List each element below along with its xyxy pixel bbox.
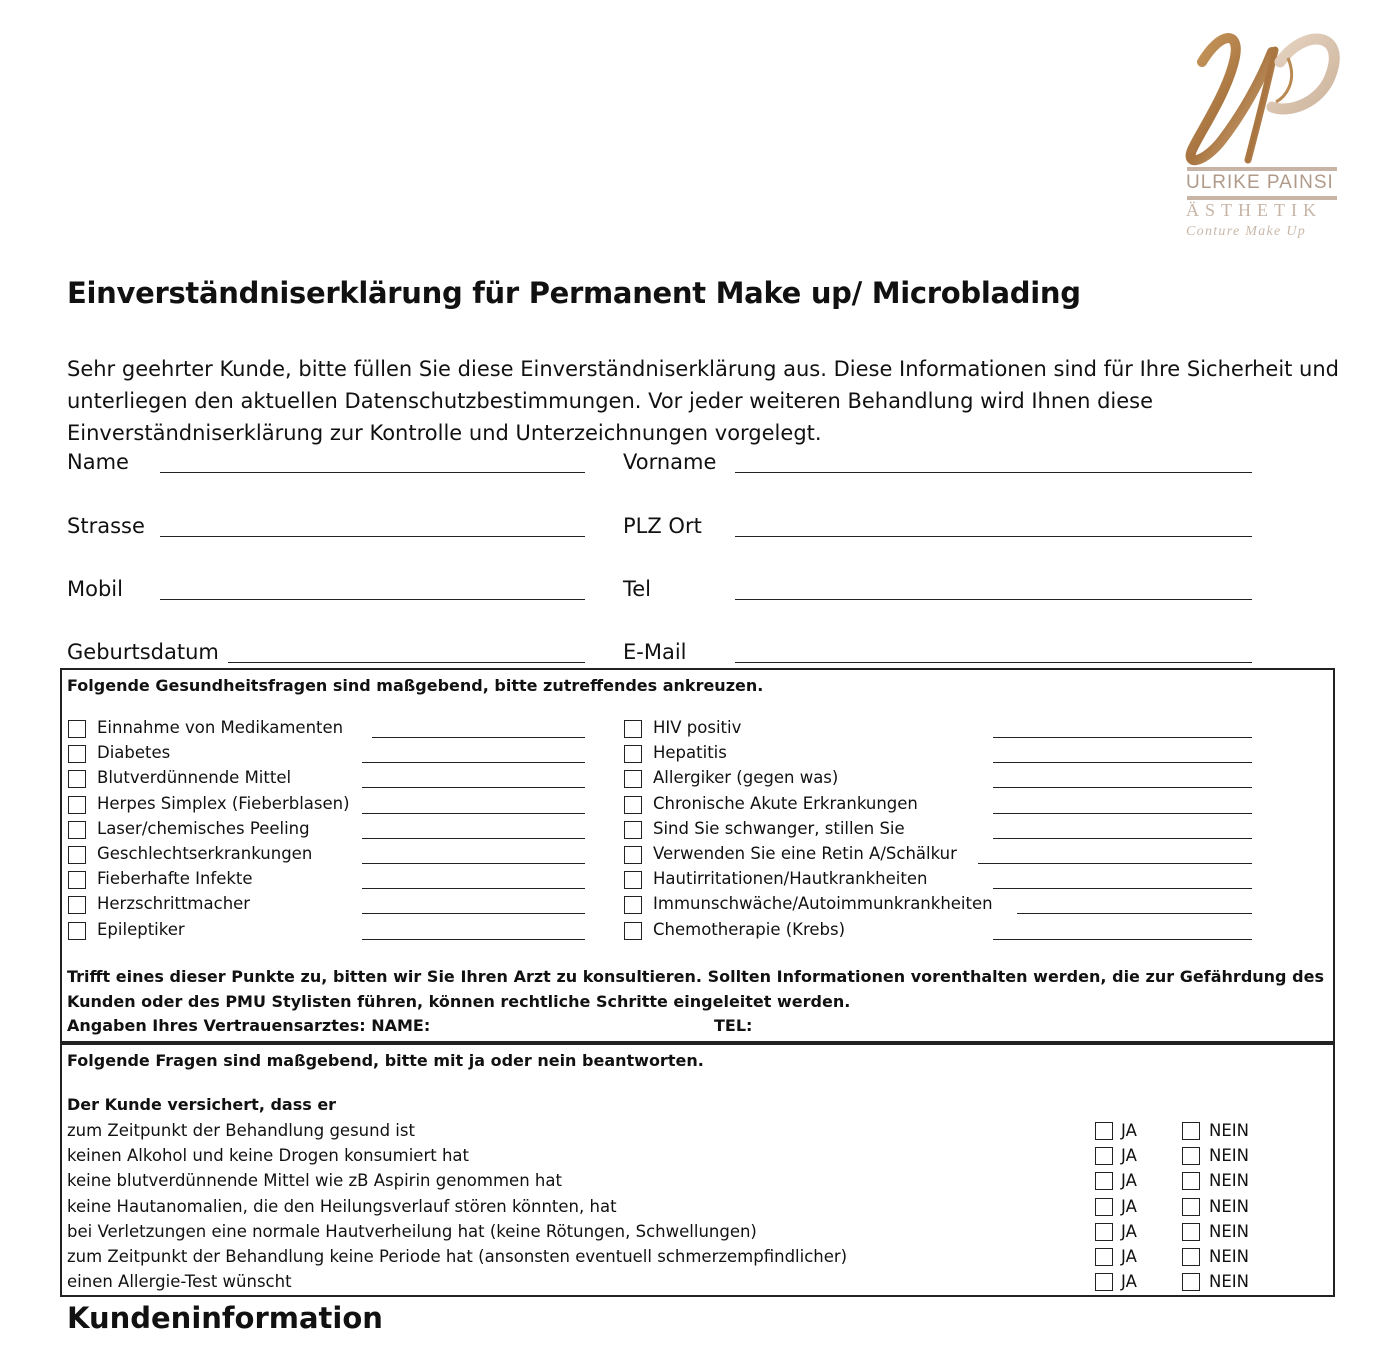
health-left-note-field[interactable] xyxy=(362,813,585,814)
health-left-note-field[interactable] xyxy=(362,913,585,914)
health-left-checkbox[interactable] xyxy=(68,821,86,839)
health-right-label: Hepatitis xyxy=(653,743,727,763)
health-right-label: Verwenden Sie eine Retin A/Schälkur xyxy=(653,844,957,863)
yes-checkbox[interactable] xyxy=(1095,1273,1113,1291)
health-left-label: Epileptiker xyxy=(97,919,185,939)
yes-checkbox[interactable] xyxy=(1095,1198,1113,1216)
logo-bar-top xyxy=(1187,167,1337,171)
name-field[interactable] xyxy=(160,472,585,473)
geburtsdatum-field[interactable] xyxy=(228,662,585,663)
strasse-label: Strasse xyxy=(67,514,145,538)
vorname-label: Vorname xyxy=(623,450,717,474)
mobil-label: Mobil xyxy=(67,577,123,601)
logo-name: ULRIKE PAINSI xyxy=(1186,172,1334,193)
health-right-note-field[interactable] xyxy=(993,838,1252,839)
health-left-note-field[interactable] xyxy=(362,863,585,864)
health-left-checkbox[interactable] xyxy=(68,922,86,940)
yes-label: JA xyxy=(1121,1196,1137,1216)
health-right-note-field[interactable] xyxy=(1017,913,1252,914)
yes-label: JA xyxy=(1121,1272,1137,1292)
yes-label: JA xyxy=(1121,1121,1137,1140)
yes-checkbox[interactable] xyxy=(1095,1223,1113,1241)
no-checkbox[interactable] xyxy=(1182,1147,1200,1165)
no-checkbox[interactable] xyxy=(1182,1122,1200,1140)
health-left-label: Geschlechtserkrankungen xyxy=(97,844,313,863)
health-left-note-field[interactable] xyxy=(362,838,585,839)
yes-no-heading: Folgende Fragen sind maßgebend, bitte mit ja oder nein beantworten. xyxy=(67,1051,704,1070)
health-right-checkbox[interactable] xyxy=(624,871,642,889)
health-right-label: Hautirritationen/Hautkrankheiten xyxy=(653,869,928,889)
yes-label: JA xyxy=(1121,1221,1137,1241)
yes-no-question: keine blutverdünnende Mittel wie zB Aspirin genommen hat xyxy=(67,1171,562,1191)
yes-no-intro: Der Kunde versichert, dass er xyxy=(67,1095,337,1114)
health-left-checkbox[interactable] xyxy=(68,720,86,738)
yes-label: JA xyxy=(1121,1171,1137,1191)
yes-no-question: einen Allergie-Test wünscht xyxy=(67,1272,292,1292)
no-checkbox[interactable] xyxy=(1182,1248,1200,1266)
plz-ort-field[interactable] xyxy=(735,536,1252,537)
health-right-note-field[interactable] xyxy=(993,737,1252,738)
health-left-label: Herzschrittmacher xyxy=(97,894,251,914)
health-right-checkbox[interactable] xyxy=(624,745,642,763)
health-left-note-field[interactable] xyxy=(362,939,585,940)
vorname-field[interactable] xyxy=(735,472,1252,473)
geburtsdatum-label: Geburtsdatum xyxy=(67,640,219,664)
mobil-field[interactable] xyxy=(160,599,585,600)
yes-no-question: zum Zeitpunkt der Behandlung keine Periode hat (ansonsten eventuell schmerzempfindlicher) xyxy=(67,1247,848,1266)
doctor-tel-label: TEL: xyxy=(714,1016,753,1035)
health-right-label: Chemotherapie (Krebs) xyxy=(653,919,846,939)
health-left-checkbox[interactable] xyxy=(68,796,86,814)
yes-label: JA xyxy=(1121,1146,1137,1166)
strasse-field[interactable] xyxy=(160,536,585,537)
no-checkbox[interactable] xyxy=(1182,1198,1200,1216)
health-right-note-field[interactable] xyxy=(993,888,1252,889)
email-field[interactable] xyxy=(735,662,1252,663)
health-right-label: Immunschwäche/Autoimmunkrankheiten xyxy=(653,894,993,914)
health-heading: Folgende Gesundheitsfragen sind maßgebend, bitte zutreffendes ankreuzen. xyxy=(67,676,764,695)
no-checkbox[interactable] xyxy=(1182,1273,1200,1291)
health-left-label: Diabetes xyxy=(97,743,171,763)
no-label: NEIN xyxy=(1209,1272,1249,1292)
health-right-label: Sind Sie schwanger, stillen Sie xyxy=(653,818,905,838)
health-right-note-field[interactable] xyxy=(978,863,1252,864)
logo-tagline: Conture Make Up xyxy=(1186,224,1307,239)
health-right-checkbox[interactable] xyxy=(624,821,642,839)
intro-text: Sehr geehrter Kunde, bitte füllen Sie diese Einverständniserklärung aus. Diese Informationen sind für Ihre Sicherheit und unterliegen den aktuellen Datenschutzbestimmungen. Vor jeder weiteren Behandlung wird Ihnen diese Einverständniserklärung zur Kontrolle und Unterzeichnungen vorgelegt. xyxy=(67,357,1340,445)
no-label: NEIN xyxy=(1209,1121,1249,1140)
logo-subtitle: ÄSTHETIK xyxy=(1186,200,1322,220)
health-left-checkbox[interactable] xyxy=(68,896,86,914)
yes-label: JA xyxy=(1121,1247,1137,1266)
tel-field[interactable] xyxy=(735,599,1252,600)
yes-no-question: keinen Alkohol und keine Drogen konsumiert hat xyxy=(67,1146,469,1166)
health-right-checkbox[interactable] xyxy=(624,846,642,864)
doctor-name-label: Angaben Ihres Vertrauensarztes: NAME: xyxy=(67,1016,431,1035)
yes-no-question: zum Zeitpunkt der Behandlung gesund ist xyxy=(67,1121,415,1140)
health-right-checkbox[interactable] xyxy=(624,896,642,914)
health-left-label: Laser/chemisches Peeling xyxy=(97,818,310,838)
health-left-label: Blutverdünnende Mittel xyxy=(97,768,292,788)
health-left-checkbox[interactable] xyxy=(68,770,86,788)
yes-no-question: bei Verletzungen eine normale Hautverheilung hat (keine Rötungen, Schwellungen) xyxy=(67,1221,757,1241)
yes-no-question: keine Hautanomalien, die den Heilungsverlauf stören könnten, hat xyxy=(67,1196,617,1216)
health-note: Trifft eines dieser Punkte zu, bitten wir Sie Ihren Arzt zu konsultieren. Sollten Informationen vorenthalten werden, die zur Gefährdung des Kunden oder des PMU Stylisten führen, können rechtliche Schritte eingeleitet werden. xyxy=(67,967,1324,1011)
no-label: NEIN xyxy=(1209,1196,1249,1216)
yes-checkbox[interactable] xyxy=(1095,1147,1113,1165)
email-label: E-Mail xyxy=(623,640,687,664)
yes-checkbox[interactable] xyxy=(1095,1248,1113,1266)
no-label: NEIN xyxy=(1209,1221,1249,1241)
name-label: Name xyxy=(67,450,129,474)
health-left-checkbox[interactable] xyxy=(68,745,86,763)
health-left-note-field[interactable] xyxy=(362,787,585,788)
health-right-label: HIV positiv xyxy=(653,718,742,737)
health-left-label: Einnahme von Medikamenten xyxy=(97,718,344,737)
health-left-label: Fieberhafte Infekte xyxy=(97,869,253,889)
plz-ort-label: PLZ Ort xyxy=(623,514,702,538)
page-title: Einverständniserklärung für Permanent Make up/ Microblading xyxy=(67,276,1081,310)
health-left-label: Herpes Simplex (Fieberblasen) xyxy=(97,793,350,813)
health-right-label: Allergiker (gegen was) xyxy=(653,768,839,788)
tel-label: Tel xyxy=(623,577,652,601)
health-left-note-field[interactable] xyxy=(362,888,585,889)
health-right-note-field[interactable] xyxy=(993,813,1252,814)
health-right-checkbox[interactable] xyxy=(624,770,642,788)
no-checkbox[interactable] xyxy=(1182,1172,1200,1190)
yes-checkbox[interactable] xyxy=(1095,1122,1113,1140)
health-left-note-field[interactable] xyxy=(362,762,585,763)
yes-checkbox[interactable] xyxy=(1095,1172,1113,1190)
no-label: NEIN xyxy=(1209,1171,1249,1191)
health-left-checkbox[interactable] xyxy=(68,871,86,889)
health-right-checkbox[interactable] xyxy=(624,720,642,738)
health-left-note-field[interactable] xyxy=(372,737,585,738)
health-right-note-field[interactable] xyxy=(993,939,1252,940)
health-right-checkbox[interactable] xyxy=(624,796,642,814)
no-checkbox[interactable] xyxy=(1182,1223,1200,1241)
kundeninformation-heading: Kundeninformation xyxy=(67,1301,383,1335)
no-label: NEIN xyxy=(1209,1146,1249,1166)
health-left-checkbox[interactable] xyxy=(68,846,86,864)
health-right-note-field[interactable] xyxy=(993,787,1252,788)
no-label: NEIN xyxy=(1209,1247,1249,1266)
health-right-note-field[interactable] xyxy=(993,762,1252,763)
health-right-label: Chronische Akute Erkrankungen xyxy=(653,793,918,813)
health-right-checkbox[interactable] xyxy=(624,922,642,940)
